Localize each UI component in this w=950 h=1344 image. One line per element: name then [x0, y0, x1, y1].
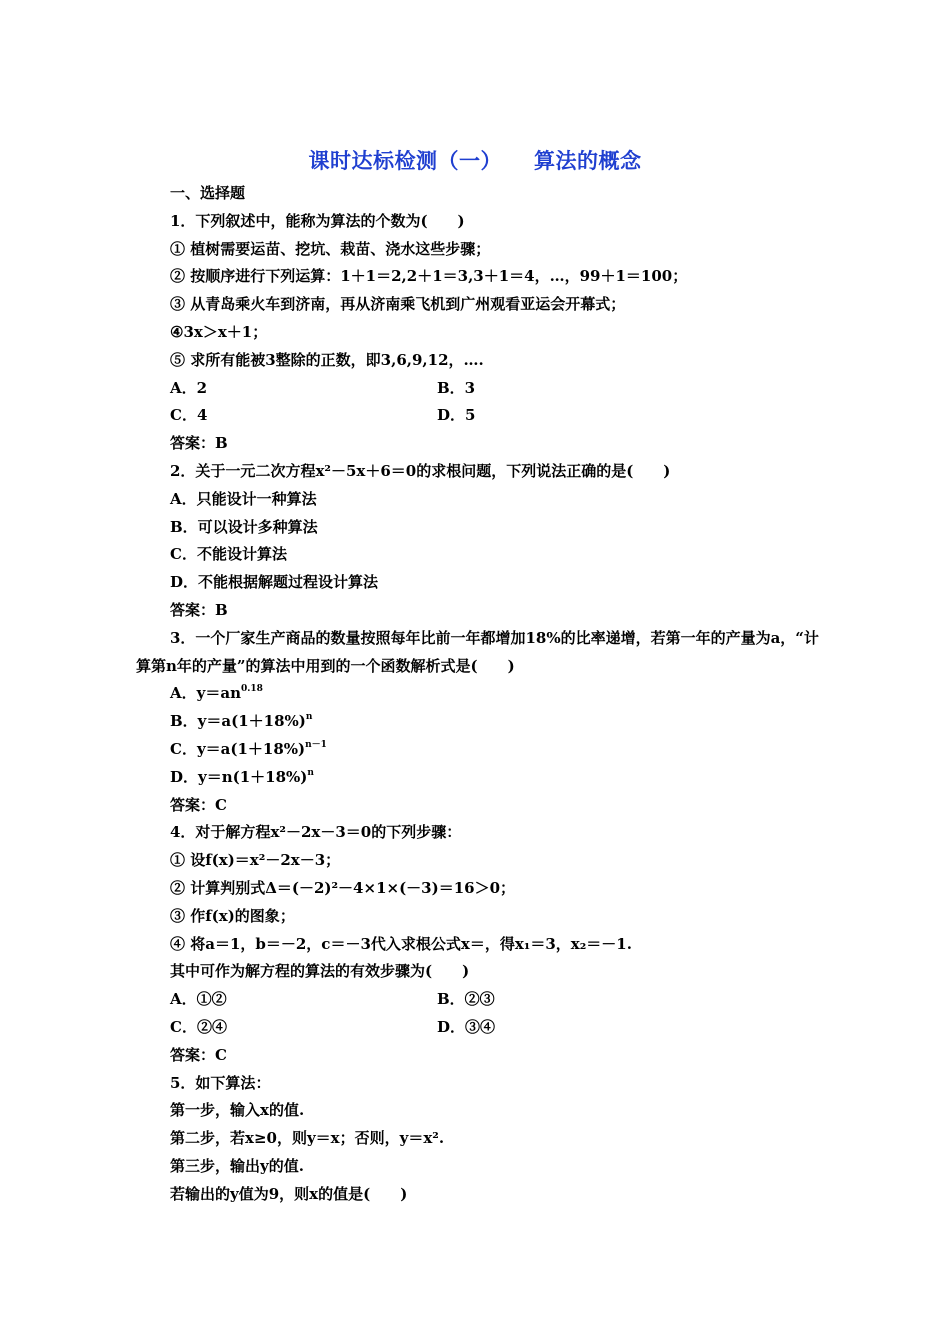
q2-answer: 答案：B [170, 600, 228, 619]
q1-options-row-2 [170, 402, 825, 430]
q4-options-row-2 [170, 1014, 825, 1042]
q3-answer: 答案：C [170, 795, 227, 814]
q5-step-1: 第一步，输入x的值. [170, 1101, 305, 1120]
q1-stem: 1．下列叙述中，能称为算法的个数为( ) [170, 211, 465, 230]
q3-option-b: B．$y=a(1+18\%)^n$ [170, 712, 313, 731]
q1-item-4: ④3x＞x＋1； [170, 322, 268, 341]
q1-item-3: ③ 从青岛乘火车到济南，再从济南乘飞机到广州观看亚运会开幕式； [170, 295, 626, 314]
section-heading: 一、选择题 [170, 184, 246, 202]
q2-option-d: D．不能根据解题过程设计算法 [170, 573, 379, 592]
q3-option-c: C．$y=a(1+18\%)^{n-1}$ [170, 739, 327, 758]
document-body [136, 180, 825, 1208]
q4-item-2: ② 计算判别式Δ＝(－2)²－4×1×(－3)＝16＞0； [170, 878, 516, 897]
q1-item-2: ② 按顺序进行下列运算：1＋1＝2,2＋1＝3,3＋1＝4，…，99＋1＝100； [170, 267, 688, 286]
q5-step-3: 第三步，输出y的值. [170, 1156, 304, 1175]
q1-option-d: D．5 [437, 406, 476, 425]
q5-question: 若输出的y值为9，则x的值是( ) [170, 1184, 408, 1203]
q1-answer: 答案：B [170, 434, 228, 453]
q4-question: 其中可作为解方程的算法的有效步骤为( ) [170, 962, 470, 981]
q4-item-1: ① 设f(x)＝x²－2x－3； [170, 851, 341, 870]
q4-item-3: ③ 作f(x)的图象； [170, 906, 295, 925]
q1-item-1: ① 植树需要运苗、挖坑、栽苗、浇水这些步骤； [170, 239, 491, 258]
q4-options-row-1 [170, 986, 825, 1014]
q1-option-c: C．4 [170, 406, 208, 425]
q5-stem: 5．如下算法： [170, 1073, 271, 1092]
page-title [0, 145, 950, 175]
q5-step-2: 第二步，若x≥0，则y＝x；否则，y＝x². [170, 1129, 445, 1148]
q2-stem: 2．关于一元二次方程x²－5x＋6＝0的求根问题，下列说法正确的是( ) [170, 461, 671, 480]
q4-option-b: B．②③ [437, 990, 495, 1009]
q3-option-a: A．$y=an^{0.18}$ [170, 684, 263, 703]
q1-option-a: A．2 [170, 378, 208, 397]
exponent: 0.18 [240, 684, 263, 695]
exponent: n－1 [305, 739, 327, 750]
q3-stem: 3．一个厂家生产商品的数量按照每年比前一年都增加18%的比率递增，若第一年的产量为a，“计算第n年的产量”的算法中用到的一个函数解析式是( ) [136, 628, 819, 675]
q4-stem: 4．对于解方程x²－2x－3＝0的下列步骤： [170, 823, 462, 842]
title-sub: 算法的概念 [534, 149, 642, 173]
q4-item-4: ④ 将a＝1，b＝－2，c＝－3代入求根公式x＝，得x₁＝3，x₂＝－1. [170, 934, 632, 953]
q3-option-d: D．$y=n(1+18\%)^n$ [170, 767, 314, 786]
q4-answer: 答案：C [170, 1045, 227, 1064]
exponent: n [305, 712, 313, 723]
title-main: 课时达标检测（一） [308, 149, 502, 173]
q1-options-row-1 [170, 375, 825, 403]
q2-option-c: C．不能设计算法 [170, 545, 287, 564]
q1-item-5: ⑤ 求所有能被3整除的正数，即3,6,9,12，…. [170, 350, 484, 369]
q2-option-a: A．只能设计一种算法 [170, 489, 317, 508]
q4-option-a: A．①② [170, 990, 227, 1009]
q4-option-d: D．③④ [437, 1017, 496, 1036]
q2-option-b: B．可以设计多种算法 [170, 517, 318, 536]
q1-option-b: B．3 [437, 378, 476, 397]
q4-option-c: C．②④ [170, 1017, 227, 1036]
exponent: n [307, 767, 314, 778]
